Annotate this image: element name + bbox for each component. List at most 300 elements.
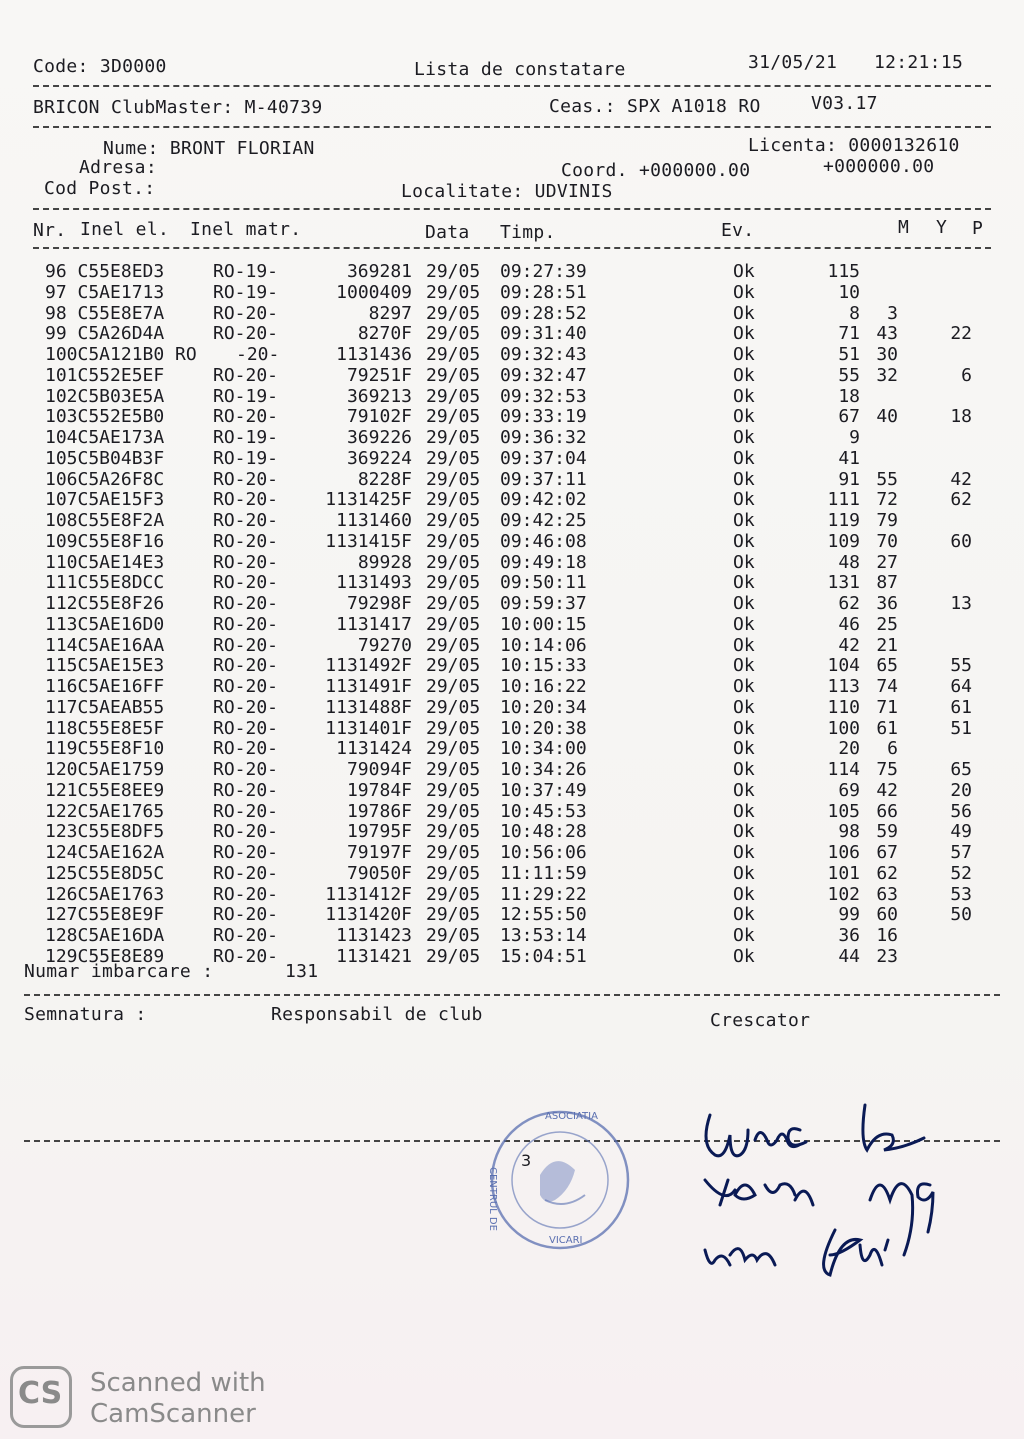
cell-p: 6 — [961, 364, 972, 386]
cell-y: 65 — [876, 655, 898, 677]
cell-y: 75 — [876, 759, 898, 780]
cell-ring-electronic: 100C5A121B0 RO — [45, 344, 197, 365]
cell-y: 63 — [876, 883, 898, 905]
cell-y: 16 — [876, 925, 898, 946]
cell-time: 09:33:19 — [500, 406, 587, 428]
cell-date: 29/05 — [426, 676, 481, 697]
cell-p: 55 — [950, 655, 972, 677]
cell-ring-electronic: 125C55E8D5C — [45, 862, 165, 884]
col-m: M — [898, 217, 910, 238]
cell-ring-prefix: RO-20- — [213, 800, 279, 822]
cell-ring-prefix: -20- — [236, 344, 280, 365]
cell-ring-prefix: RO-19- — [213, 447, 279, 469]
cell-ring-number: 1131415F — [325, 530, 412, 552]
cell-p: 62 — [950, 489, 972, 511]
cell-ring-number: 1131421 — [336, 945, 412, 967]
cell-date: 29/05 — [426, 572, 481, 594]
cell-ring-electronic: 124C5AE162A — [45, 842, 165, 863]
signature-label: Semnatura : — [24, 1004, 147, 1025]
cell-event: Ok — [733, 406, 755, 428]
cell-event: Ok — [733, 759, 755, 780]
cell-ring-electronic: 112C55E8F26 — [45, 593, 165, 614]
cell-event: Ok — [733, 883, 755, 905]
cell-date: 29/05 — [426, 281, 481, 303]
cell-event: Ok — [733, 676, 755, 697]
cell-date: 29/05 — [426, 883, 481, 905]
cell-time: 10:45:53 — [500, 800, 587, 822]
cell-ring-number: 369226 — [346, 427, 412, 448]
cell-y: 66 — [876, 800, 898, 822]
code-label: Code: 3D0000 — [33, 56, 167, 77]
cell-date: 29/05 — [426, 696, 481, 718]
cell-event: Ok — [733, 862, 755, 884]
cell-event: Ok — [733, 717, 755, 739]
cell-ring-prefix: RO-20- — [213, 572, 279, 594]
cell-ring-prefix: RO-20- — [213, 302, 279, 324]
cell-date: 29/05 — [426, 945, 481, 967]
cell-event: Ok — [733, 800, 755, 822]
cell-m: 111 — [827, 489, 860, 511]
cell-m: 62 — [838, 593, 860, 614]
cell-date: 29/05 — [426, 364, 481, 386]
cell-m: 10 — [838, 281, 860, 303]
cell-p: 20 — [950, 779, 972, 801]
cell-time: 10:56:06 — [500, 842, 587, 863]
print-date: 31/05/21 — [748, 52, 838, 73]
cell-event: Ok — [733, 427, 755, 448]
cell-m: 104 — [827, 655, 860, 677]
cell-y: 27 — [876, 551, 898, 573]
cell-ring-number: 1131493 — [336, 572, 412, 594]
cell-m: 99 — [838, 904, 860, 926]
table-row — [0, 366, 1024, 386]
cell-event: Ok — [733, 925, 755, 946]
cell-ring-number: 8297 — [368, 302, 412, 324]
cell-event: Ok — [733, 696, 755, 718]
cell-date: 29/05 — [426, 842, 481, 863]
cell-ring-number: 8270F — [357, 323, 412, 345]
club-responsible-label: Responsabil de club — [271, 1004, 483, 1025]
cell-date: 29/05 — [426, 406, 481, 428]
stamp-number: 3 — [521, 1151, 532, 1170]
cell-m: 131 — [827, 572, 860, 594]
table-row — [0, 407, 1024, 427]
cell-date: 29/05 — [426, 779, 481, 801]
cell-ring-electronic: 101C552E5EF — [45, 364, 165, 386]
cell-ring-prefix: RO-20- — [213, 323, 279, 345]
cell-time: 09:42:02 — [500, 489, 587, 511]
cell-date: 29/05 — [426, 323, 481, 345]
cell-ring-number: 79094F — [346, 759, 412, 780]
cell-ring-prefix: RO-20- — [213, 717, 279, 739]
table-row — [0, 594, 1024, 614]
cell-y: 6 — [887, 738, 898, 760]
cell-ring-electronic: 120C5AE1759 — [45, 759, 165, 780]
cell-ring-number: 1131436 — [336, 344, 412, 365]
cell-ring-number: 1131425F — [325, 489, 412, 511]
cell-time: 15:04:51 — [500, 945, 587, 967]
cell-ring-electronic: 122C5AE1765 — [45, 800, 165, 822]
cell-ring-prefix: RO-20- — [213, 925, 279, 946]
cell-m: 106 — [827, 842, 860, 863]
cell-event: Ok — [733, 904, 755, 926]
cell-ring-electronic: 105C5B04B3F — [45, 447, 165, 469]
cell-date: 29/05 — [426, 468, 481, 490]
cell-ring-electronic: 98 C55E8E7A — [45, 302, 165, 324]
cell-m: 9 — [849, 427, 860, 448]
cell-event: Ok — [733, 468, 755, 490]
cell-ring-number: 79270 — [357, 634, 412, 656]
cell-m: 110 — [827, 696, 860, 718]
cell-ring-electronic: 127C55E8E9F — [45, 904, 165, 926]
cell-p: 50 — [950, 904, 972, 926]
table-row — [0, 677, 1024, 697]
table-row — [0, 428, 1024, 448]
cell-ring-prefix: RO-20- — [213, 468, 279, 490]
col-ev: Ev. — [721, 220, 755, 241]
cell-time: 09:37:11 — [500, 468, 587, 490]
cell-time: 09:42:25 — [500, 510, 587, 531]
cell-time: 10:37:49 — [500, 779, 587, 801]
coordinates: Coord. +000000.00 — [561, 160, 751, 181]
cell-time: 10:20:38 — [500, 717, 587, 739]
table-row — [0, 615, 1024, 635]
cell-ring-prefix: RO-20- — [213, 821, 279, 843]
cell-ring-prefix: RO-20- — [213, 779, 279, 801]
cell-y: 55 — [876, 468, 898, 490]
owner-name: Nume: BRONT FLORIAN — [103, 138, 315, 159]
col-timp: Timp. — [500, 222, 556, 243]
postal-code-label: Cod Post.: — [44, 178, 156, 199]
cell-date: 29/05 — [426, 385, 481, 407]
cell-time: 10:15:33 — [500, 655, 587, 677]
cell-y: 71 — [876, 696, 898, 718]
cell-time: 09:27:39 — [500, 261, 587, 282]
cell-event: Ok — [733, 842, 755, 863]
cell-date: 29/05 — [426, 862, 481, 884]
table-row — [0, 822, 1024, 842]
cell-m: 51 — [838, 344, 860, 365]
print-time: 12:21:15 — [874, 52, 964, 73]
cell-ring-prefix: RO-19- — [213, 261, 279, 282]
cell-ring-electronic: 129C55E8E89 — [45, 945, 165, 967]
cell-time: 11:11:59 — [500, 862, 587, 884]
cell-ring-electronic: 119C55E8F10 — [45, 738, 165, 760]
cell-ring-number: 1131423 — [336, 925, 412, 946]
cell-m: 105 — [827, 800, 860, 822]
cell-ring-prefix: RO-20- — [213, 676, 279, 697]
cell-p: 22 — [950, 323, 972, 345]
cell-ring-electronic: 96 C55E8ED3 — [45, 261, 165, 282]
col-data: Data — [425, 222, 470, 243]
cell-time: 09:49:18 — [500, 551, 587, 573]
table-row — [0, 843, 1024, 863]
cell-time: 09:32:43 — [500, 344, 587, 365]
cell-time: 10:14:06 — [500, 634, 587, 656]
cell-time: 09:28:51 — [500, 281, 587, 303]
cell-date: 29/05 — [426, 302, 481, 324]
cell-ring-prefix: RO-20- — [213, 883, 279, 905]
cell-time: 09:46:08 — [500, 530, 587, 552]
cell-ring-prefix: RO-20- — [213, 634, 279, 656]
cell-date: 29/05 — [426, 427, 481, 448]
cell-date: 29/05 — [426, 904, 481, 926]
cell-date: 29/05 — [426, 344, 481, 365]
cell-date: 29/05 — [426, 800, 481, 822]
cell-m: 115 — [827, 261, 860, 282]
cell-p: 51 — [950, 717, 972, 739]
cell-event: Ok — [733, 364, 755, 386]
cell-p: 64 — [950, 676, 972, 697]
table-row — [0, 449, 1024, 469]
divider — [33, 126, 991, 128]
license-number: Licenta: 0000132610 — [748, 135, 960, 156]
table-row — [0, 739, 1024, 759]
cell-y: 32 — [876, 364, 898, 386]
stamp-text-bottom: VICARI — [549, 1235, 583, 1246]
cell-m: 46 — [838, 613, 860, 635]
table-row — [0, 490, 1024, 510]
table-row — [0, 324, 1024, 344]
cell-m: 113 — [827, 676, 860, 697]
cell-date: 29/05 — [426, 593, 481, 614]
cell-ring-electronic: 106C5A26F8C — [45, 468, 165, 490]
cell-ring-prefix: RO-20- — [213, 551, 279, 573]
table-row — [0, 885, 1024, 905]
cell-event: Ok — [733, 945, 755, 967]
table-row — [0, 511, 1024, 531]
cell-event: Ok — [733, 323, 755, 345]
cell-ring-number: 369213 — [346, 385, 412, 407]
cell-p: 18 — [950, 406, 972, 428]
cell-y: 62 — [876, 862, 898, 884]
cell-ring-electronic: 121C55E8EE9 — [45, 779, 165, 801]
cell-event: Ok — [733, 447, 755, 469]
cell-time: 10:00:15 — [500, 613, 587, 635]
address-label: Adresa: — [79, 157, 157, 178]
cell-event: Ok — [733, 385, 755, 407]
cell-y: 72 — [876, 489, 898, 511]
cell-p: 52 — [950, 862, 972, 884]
table-row — [0, 636, 1024, 656]
cell-date: 29/05 — [426, 634, 481, 656]
cell-event: Ok — [733, 530, 755, 552]
col-p: P — [972, 218, 984, 239]
embark-count-label: Numar imbarcare : — [24, 961, 214, 982]
cell-ring-number: 79197F — [346, 842, 412, 863]
cell-date: 29/05 — [426, 551, 481, 573]
cell-date: 29/05 — [426, 447, 481, 469]
cell-ring-electronic: 113C5AE16D0 — [45, 613, 165, 635]
cell-ring-electronic: 111C55E8DCC — [45, 572, 165, 594]
cell-ring-electronic: 126C5AE1763 — [45, 883, 165, 905]
stamp-text-top: ASOCIATIA — [545, 1111, 598, 1122]
watermark-line-1: Scanned with — [90, 1368, 266, 1398]
cell-ring-prefix: RO-20- — [213, 862, 279, 884]
cell-time: 09:36:32 — [500, 427, 587, 448]
cell-p: 42 — [950, 468, 972, 490]
cell-ring-number: 1131492F — [325, 655, 412, 677]
cell-date: 29/05 — [426, 925, 481, 946]
cell-time: 10:16:22 — [500, 676, 587, 697]
cell-m: 20 — [838, 738, 860, 760]
cell-ring-number: 1131491F — [325, 676, 412, 697]
cell-y: 3 — [887, 302, 898, 324]
cell-m: 119 — [827, 510, 860, 531]
cell-p: 49 — [950, 821, 972, 843]
cell-ring-electronic: 110C5AE14E3 — [45, 551, 165, 573]
cell-event: Ok — [733, 261, 755, 282]
cell-ring-electronic: 102C5B03E5A — [45, 385, 165, 407]
cell-ring-number: 1131424 — [336, 738, 412, 760]
cell-ring-number: 1131420F — [325, 904, 412, 926]
cell-ring-prefix: RO-20- — [213, 613, 279, 635]
coordinates-2: +000000.00 — [823, 156, 935, 177]
cell-m: 100 — [827, 717, 860, 739]
table-row — [0, 781, 1024, 801]
cell-time: 09:32:47 — [500, 364, 587, 386]
club-stamp — [485, 1105, 635, 1255]
watermark-line-2: CamScanner — [90, 1399, 256, 1429]
divider — [33, 247, 991, 249]
cell-y: 40 — [876, 406, 898, 428]
table-row — [0, 926, 1024, 946]
cell-p: 65 — [950, 759, 972, 780]
cell-y: 36 — [876, 593, 898, 614]
cell-event: Ok — [733, 489, 755, 511]
cell-ring-number: 19786F — [346, 800, 412, 822]
cell-ring-electronic: 115C5AE15E3 — [45, 655, 165, 677]
cell-event: Ok — [733, 738, 755, 760]
cell-ring-electronic: 116C5AE16FF — [45, 676, 165, 697]
col-inel-matr: Inel matr. — [190, 219, 302, 240]
table-row — [0, 532, 1024, 552]
cell-ring-prefix: RO-20- — [213, 510, 279, 531]
cell-time: 09:31:40 — [500, 323, 587, 345]
cell-ring-electronic: 97 C5AE1713 — [45, 281, 165, 303]
cell-event: Ok — [733, 281, 755, 303]
stamp-text-left: CENTRUL DE — [487, 1167, 498, 1231]
table-row — [0, 345, 1024, 365]
cell-ring-electronic: 103C552E5B0 — [45, 406, 165, 428]
cell-date: 29/05 — [426, 261, 481, 282]
cell-time: 09:59:37 — [500, 593, 587, 614]
cell-ring-number: 369281 — [346, 261, 412, 282]
col-nr: Nr. — [33, 220, 67, 241]
cell-date: 29/05 — [426, 717, 481, 739]
cell-m: 98 — [838, 821, 860, 843]
cell-m: 91 — [838, 468, 860, 490]
cell-ring-electronic: 117C5AEAB55 — [45, 696, 165, 718]
cell-m: 41 — [838, 447, 860, 469]
cell-ring-prefix: RO-19- — [213, 427, 279, 448]
cell-m: 69 — [838, 779, 860, 801]
cell-m: 8 — [849, 302, 860, 324]
cell-y: 21 — [876, 634, 898, 656]
cell-ring-electronic: 114C5AE16AA — [45, 634, 165, 656]
cell-date: 29/05 — [426, 530, 481, 552]
cell-date: 29/05 — [426, 738, 481, 760]
cell-date: 29/05 — [426, 821, 481, 843]
cell-time: 10:34:26 — [500, 759, 587, 780]
cell-y: 25 — [876, 613, 898, 635]
cell-time: 09:37:04 — [500, 447, 587, 469]
table-row — [0, 802, 1024, 822]
cell-event: Ok — [733, 655, 755, 677]
cell-event: Ok — [733, 613, 755, 635]
cell-time: 11:29:22 — [500, 883, 587, 905]
cell-ring-electronic: 107C5AE15F3 — [45, 489, 165, 511]
cell-p: 57 — [950, 842, 972, 863]
cell-y: 42 — [876, 779, 898, 801]
table-row — [0, 656, 1024, 676]
cell-time: 13:53:14 — [500, 925, 587, 946]
cell-y: 70 — [876, 530, 898, 552]
cell-ring-number: 1131401F — [325, 717, 412, 739]
cell-ring-prefix: RO-20- — [213, 655, 279, 677]
cell-ring-number: 89928 — [357, 551, 412, 573]
cell-y: 67 — [876, 842, 898, 863]
cell-ring-number: 19795F — [346, 821, 412, 843]
cell-p: 61 — [950, 696, 972, 718]
cell-date: 29/05 — [426, 759, 481, 780]
cell-ring-prefix: RO-20- — [213, 406, 279, 428]
cell-ring-electronic: 108C55E8F2A — [45, 510, 165, 531]
cell-date: 29/05 — [426, 613, 481, 635]
embark-count-value: 131 — [285, 961, 319, 982]
cell-y: 30 — [876, 344, 898, 365]
cell-event: Ok — [733, 302, 755, 324]
cell-ring-prefix: RO-19- — [213, 281, 279, 303]
cell-ring-prefix: RO-20- — [213, 904, 279, 926]
camscanner-logo-icon: CS — [18, 1376, 63, 1411]
table-row — [0, 905, 1024, 925]
cell-ring-electronic: 128C5AE16DA — [45, 925, 165, 946]
col-inel-el: Inel el. — [80, 219, 170, 240]
cell-ring-prefix: RO-20- — [213, 530, 279, 552]
cell-ring-electronic: 104C5AE173A — [45, 427, 165, 448]
cell-ring-number: 1131412F — [325, 883, 412, 905]
cell-ring-prefix: RO-20- — [213, 489, 279, 511]
cell-ring-number: 1131488F — [325, 696, 412, 718]
table-row — [0, 864, 1024, 884]
cell-m: 102 — [827, 883, 860, 905]
firmware-version: V03.17 — [811, 93, 878, 114]
cell-event: Ok — [733, 779, 755, 801]
cell-ring-number: 1131417 — [336, 613, 412, 635]
club-master: BRICON ClubMaster: M-40739 — [33, 97, 323, 118]
cell-time: 09:50:11 — [500, 572, 587, 594]
handwritten-signatures — [690, 1085, 1020, 1295]
cell-ring-prefix: RO-20- — [213, 842, 279, 863]
cell-ring-number: 79102F — [346, 406, 412, 428]
cell-y: 87 — [876, 572, 898, 594]
cell-time: 10:20:34 — [500, 696, 587, 718]
cell-p: 13 — [950, 593, 972, 614]
breeder-label: Crescator — [710, 1010, 811, 1031]
table-row — [0, 553, 1024, 573]
cell-y: 74 — [876, 676, 898, 697]
cell-time: 12:55:50 — [500, 904, 587, 926]
table-row — [0, 387, 1024, 407]
cell-time: 09:28:52 — [500, 302, 587, 324]
clock-id: Ceas.: SPX A1018 RO — [549, 96, 761, 117]
cell-date: 29/05 — [426, 655, 481, 677]
divider — [24, 994, 1000, 996]
cell-ring-prefix: RO-19- — [213, 385, 279, 407]
cell-m: 109 — [827, 530, 860, 552]
cell-m: 114 — [827, 759, 860, 780]
